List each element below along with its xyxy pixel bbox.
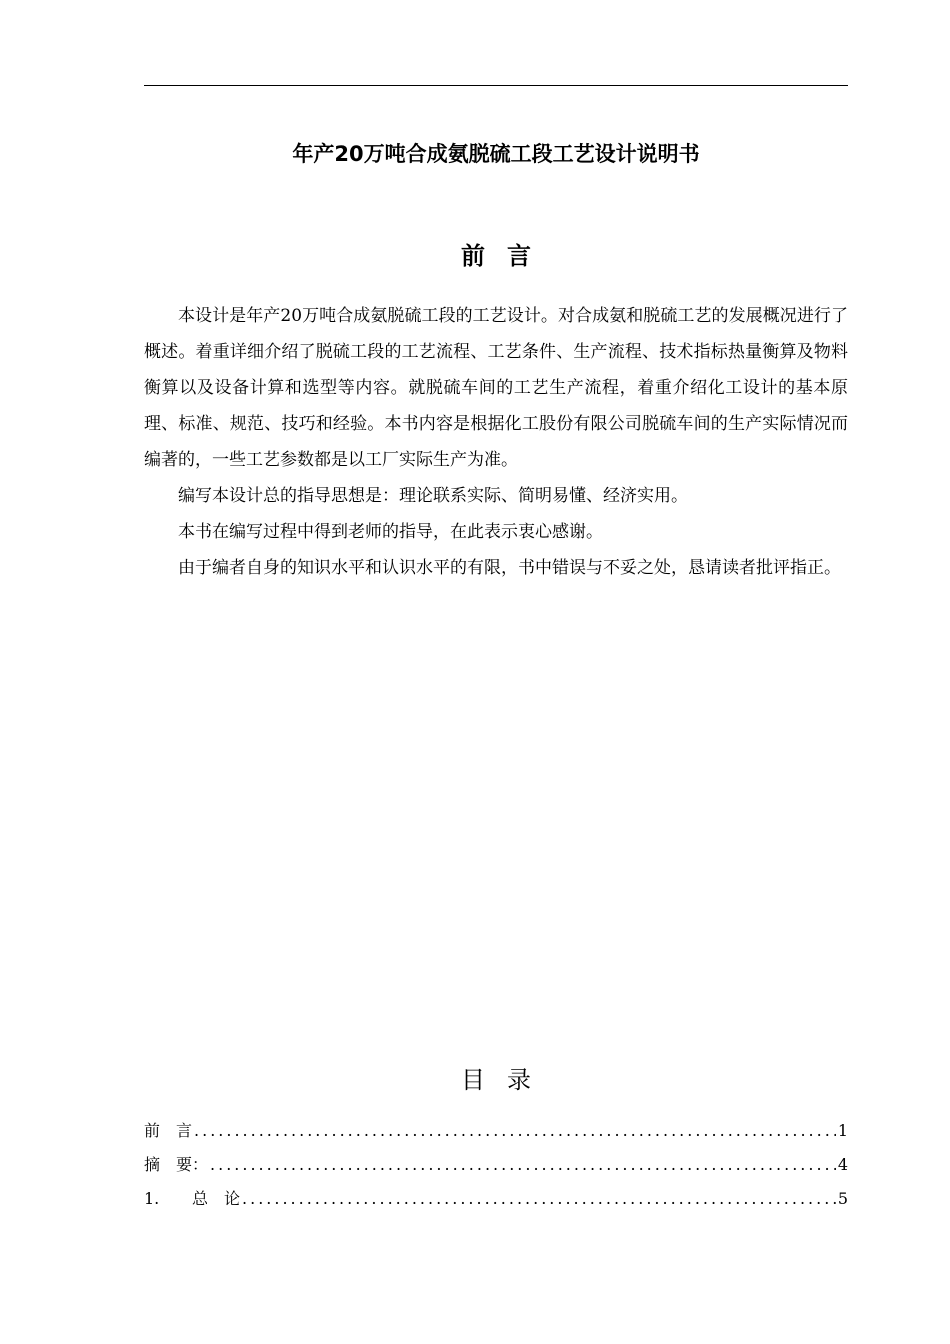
toc-entry-number: 1. (144, 1189, 160, 1208)
toc-entry-page: 4 (837, 1155, 848, 1174)
toc-leader-dots (194, 1114, 836, 1148)
toc-leader-dots (210, 1148, 836, 1182)
header-rule (144, 85, 848, 86)
toc-entry-overview[interactable] (144, 1182, 848, 1216)
preface-heading: 前言 (461, 242, 553, 270)
toc-entry-preface[interactable] (144, 1114, 848, 1148)
toc-entry-page: 5 (837, 1189, 848, 1208)
toc-heading: 目录 (461, 1066, 553, 1094)
toc-entry-label: 摘 要： (144, 1155, 209, 1174)
preface-body (144, 298, 848, 586)
toc-entry-abstract[interactable] (144, 1148, 848, 1182)
toc-entry-page: 1 (837, 1121, 848, 1140)
preface-paragraph: 由于编者自身的知识水平和认识水平的有限，书中错误与不妥之处，恳请读者批评指正。 (178, 558, 841, 578)
preface-paragraph: 编写本设计总的指导思想是：理论联系实际、简明易懂、经济实用。 (178, 486, 688, 506)
preface-paragraph: 本设计是年产20万吨合成氨脱硫工段的工艺设计。对合成氨和脱硫工艺的发展概况进行了概述。着重详细介绍了脱硫工段的工艺流程、工艺条件、生产流程、技术指标热量衡算及物料衡算以及设备计算和选型等内容。就脱硫车间的工艺生产流程，着重介绍化工设计的基本原理、标准、规范、技巧和经验。本书内容是根据化工股份有限公司脱硫车间的生产实际情况而编著的，一些工艺参数都是以工厂实际生产为准。 (144, 306, 848, 470)
table-of-contents (144, 1114, 848, 1216)
toc-entry-label: 前 言 (144, 1121, 193, 1140)
toc-leader-dots (242, 1182, 836, 1216)
document-title: 年产20万吨合成氨脱硫工段工艺设计说明书 (292, 142, 700, 166)
toc-entry-label: 总 论 (192, 1189, 241, 1208)
preface-paragraph: 本书在编写过程中得到老师的指导，在此表示衷心感谢。 (178, 522, 603, 542)
